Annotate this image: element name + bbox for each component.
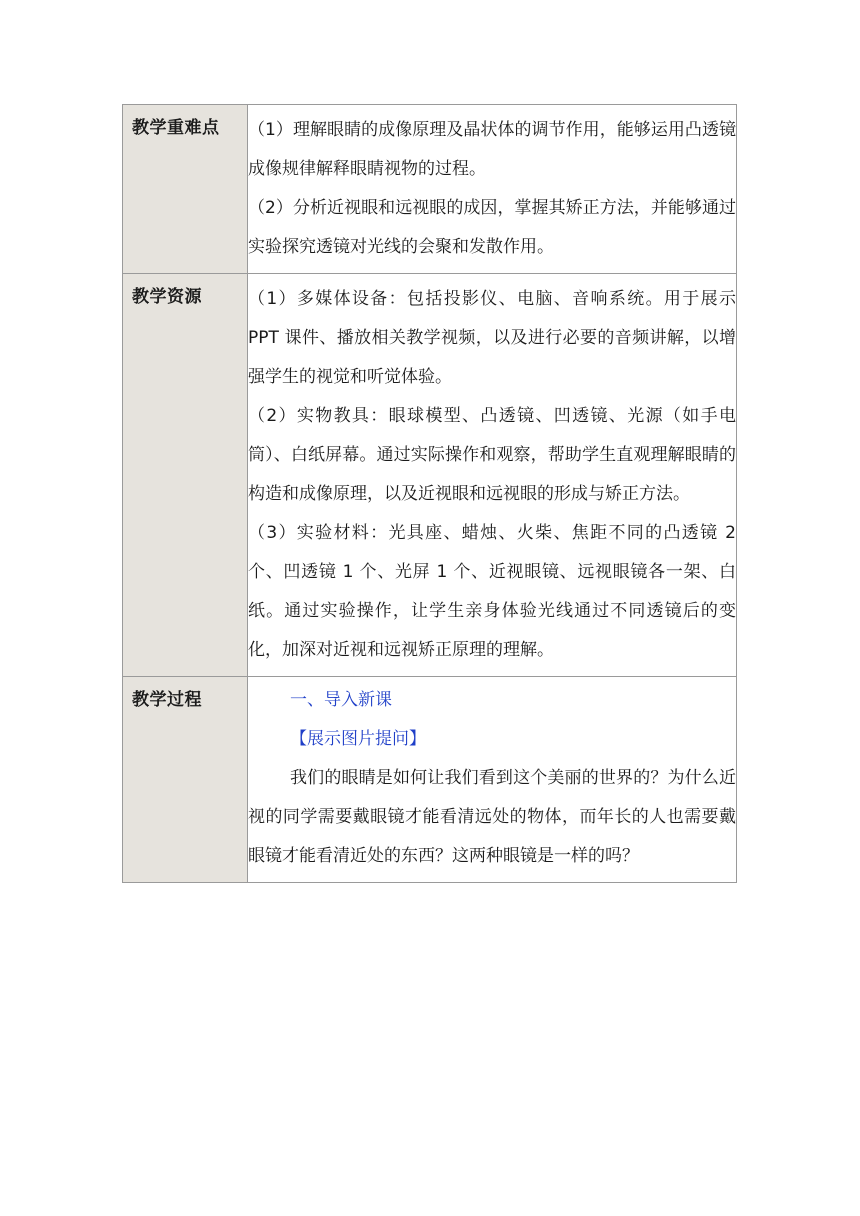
row-label-cell	[123, 677, 248, 883]
row-content-cell	[248, 105, 737, 274]
difficulty-paragraph-2: （2）分析近视眼和远视眼的成因，掌握其矫正方法，并能够通过实验探究透镜对光线的会聚和发散作用。	[248, 198, 736, 257]
resource-paragraph-3: （3）实验材料：光具座、蜡烛、火柴、焦距不同的凸透镜 2 个、凹透镜 1 个、光屏 1 个、近视眼镜、远视眼镜各一架、白纸。通过实验操作，让学生亲身体验光线通过不同透镜后的变化，加深对近视和远视矫正原理的理解。	[248, 523, 736, 660]
sub-heading: 【展示图片提问】	[290, 729, 426, 749]
table-row-key-difficulties	[123, 105, 737, 274]
row-content-cell	[248, 677, 737, 883]
resource-paragraph-1: （1）多媒体设备：包括投影仪、电脑、音响系统。用于展示 PPT 课件、播放相关教学视频，以及进行必要的音频讲解，以增强学生的视觉和听觉体验。	[248, 289, 736, 387]
row-label-key-difficulties: 教学重难点	[132, 118, 220, 138]
section-heading: 一、导入新课	[290, 690, 392, 710]
table-row-teaching-resources	[123, 274, 737, 677]
row-label-cell	[123, 274, 248, 677]
row-label-teaching-process: 教学过程	[132, 690, 202, 710]
row-label-cell	[123, 105, 248, 274]
row-content-cell	[248, 274, 737, 677]
intro-question-paragraph: 我们的眼睛是如何让我们看到这个美丽的世界的？为什么近视的同学需要戴眼镜才能看清远处的物体，而年长的人也需要戴眼镜才能看清近处的东西？这两种眼镜是一样的吗？	[248, 768, 736, 866]
difficulty-paragraph-1: （1）理解眼睛的成像原理及晶状体的调节作用，能够运用凸透镜成像规律解释眼睛视物的过程。	[248, 120, 736, 179]
resource-paragraph-2: （2）实物教具：眼球模型、凸透镜、凹透镜、光源（如手电筒）、白纸屏幕。通过实际操作和观察，帮助学生直观理解眼睛的构造和成像原理，以及近视眼和远视眼的形成与矫正方法。	[248, 406, 736, 504]
table-row-teaching-process	[123, 677, 737, 883]
lesson-plan-table	[122, 104, 737, 883]
row-label-teaching-resources: 教学资源	[132, 287, 202, 307]
